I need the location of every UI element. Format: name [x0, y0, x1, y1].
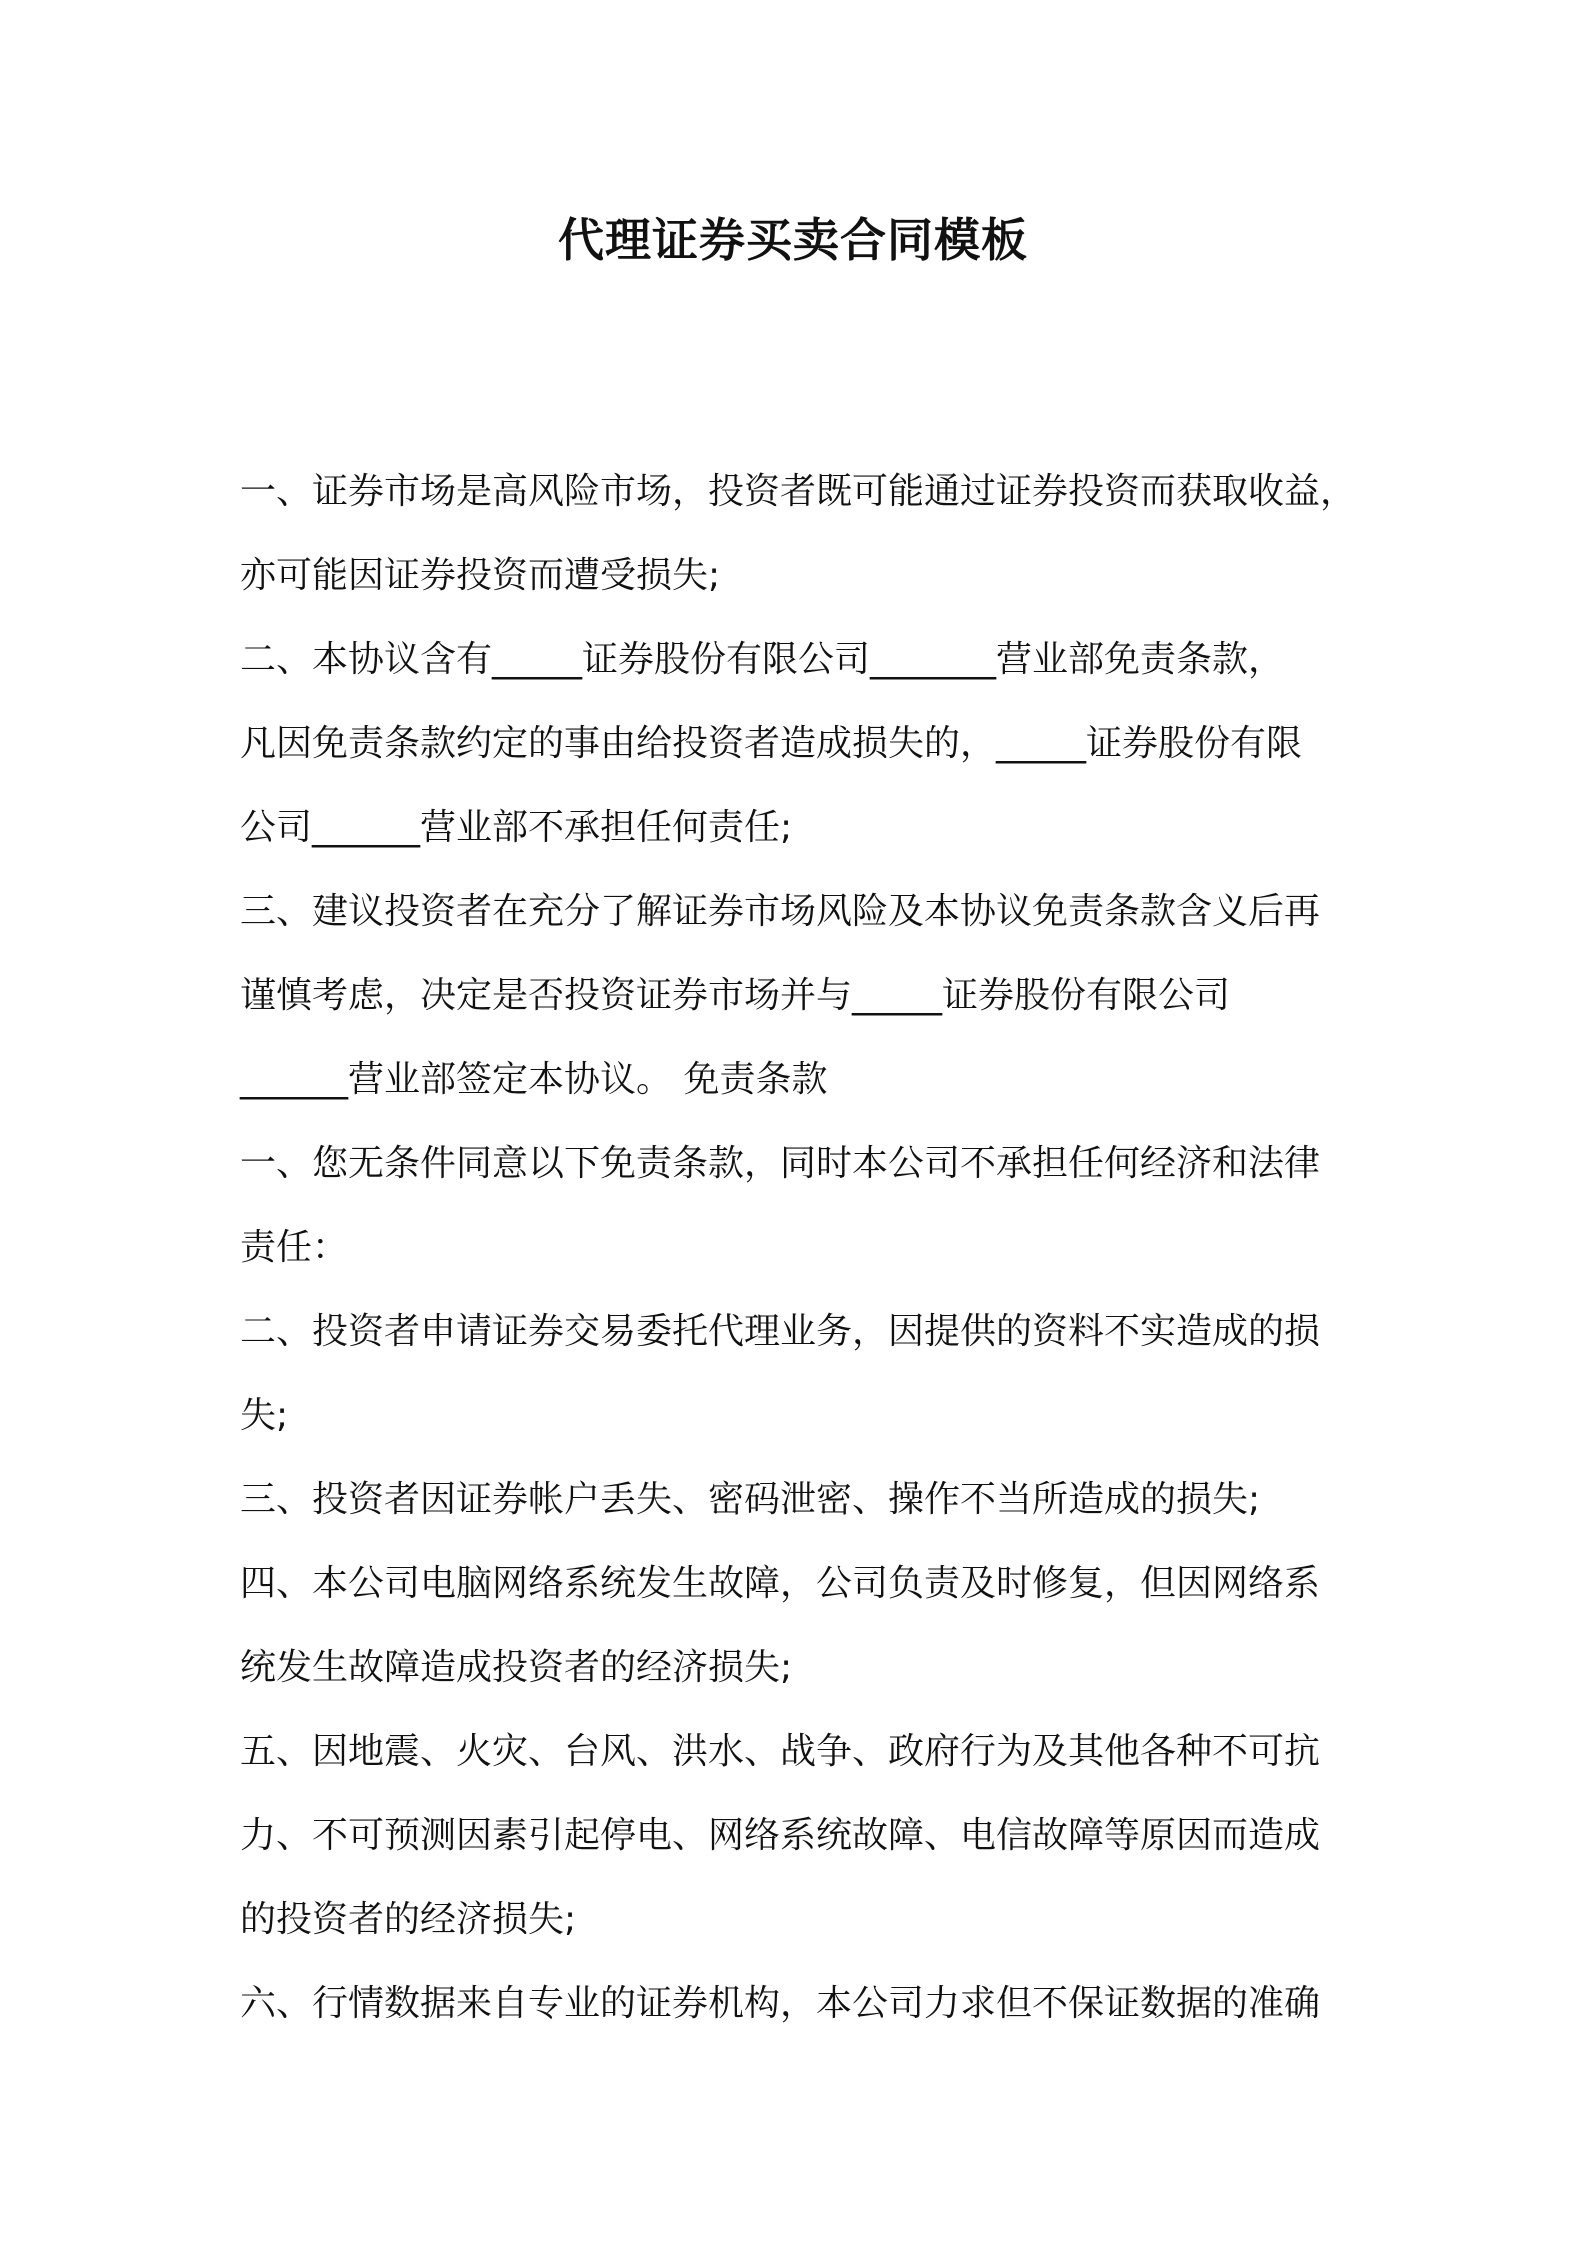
clause-line: 四、本公司电脑网络系统发生故障，公司负责及时修复，但因网络系 — [240, 1563, 1321, 1604]
clause-line: 力、不可预测因素引起停电、网络系统故障、电信故障等原因而造成 — [240, 1815, 1321, 1856]
clause-line: 一、您无条件同意以下免责条款，同时本公司不承担任何经济和法律 — [240, 1143, 1321, 1184]
clause-line: 责任： — [240, 1227, 349, 1268]
clause-line: 亦可能因证券投资而遭受损失; — [240, 555, 721, 596]
clause-line: 公司______营业部不承担任何责任; — [240, 807, 793, 848]
clause-line: 五、因地震、火灾、台风、洪水、战争、政府行为及其他各种不可抗 — [240, 1731, 1321, 1772]
clause-line: 二、投资者申请证券交易委托代理业务，因提供的资料不实造成的损 — [240, 1311, 1321, 1352]
clause-line: 统发生故障造成投资者的经济损失; — [240, 1647, 793, 1688]
clause-line: 谨慎考虑，决定是否投资证券市场并与_____证券股份有限公司 — [240, 975, 1231, 1016]
clause-line: 失; — [240, 1395, 289, 1436]
document-body — [240, 450, 1370, 2046]
clause-line: 二、本协议含有_____证券股份有限公司_______营业部免责条款， — [240, 639, 1285, 680]
clause-line: 一、证券市场是高风险市场，投资者既可能通过证券投资而获取收益， — [240, 471, 1357, 512]
clause-line: 凡因免责条款约定的事由给投资者造成损失的，_____证券股份有限 — [240, 723, 1303, 764]
document-title: 代理证券买卖合同模板 — [558, 213, 1028, 267]
clause-line: ______营业部签定本协议。 免责条款 — [240, 1059, 828, 1100]
clause-line: 的投资者的经济损失; — [240, 1899, 577, 1940]
clause-line: 六、行情数据来自专业的证券机构，本公司力求但不保证数据的准确 — [240, 1983, 1321, 2024]
clause-line: 三、投资者因证券帐户丢失、密码泄密、操作不当所造成的损失; — [240, 1479, 1261, 1520]
clause-line: 三、建议投资者在充分了解证券市场风险及本协议免责条款含义后再 — [240, 891, 1321, 932]
